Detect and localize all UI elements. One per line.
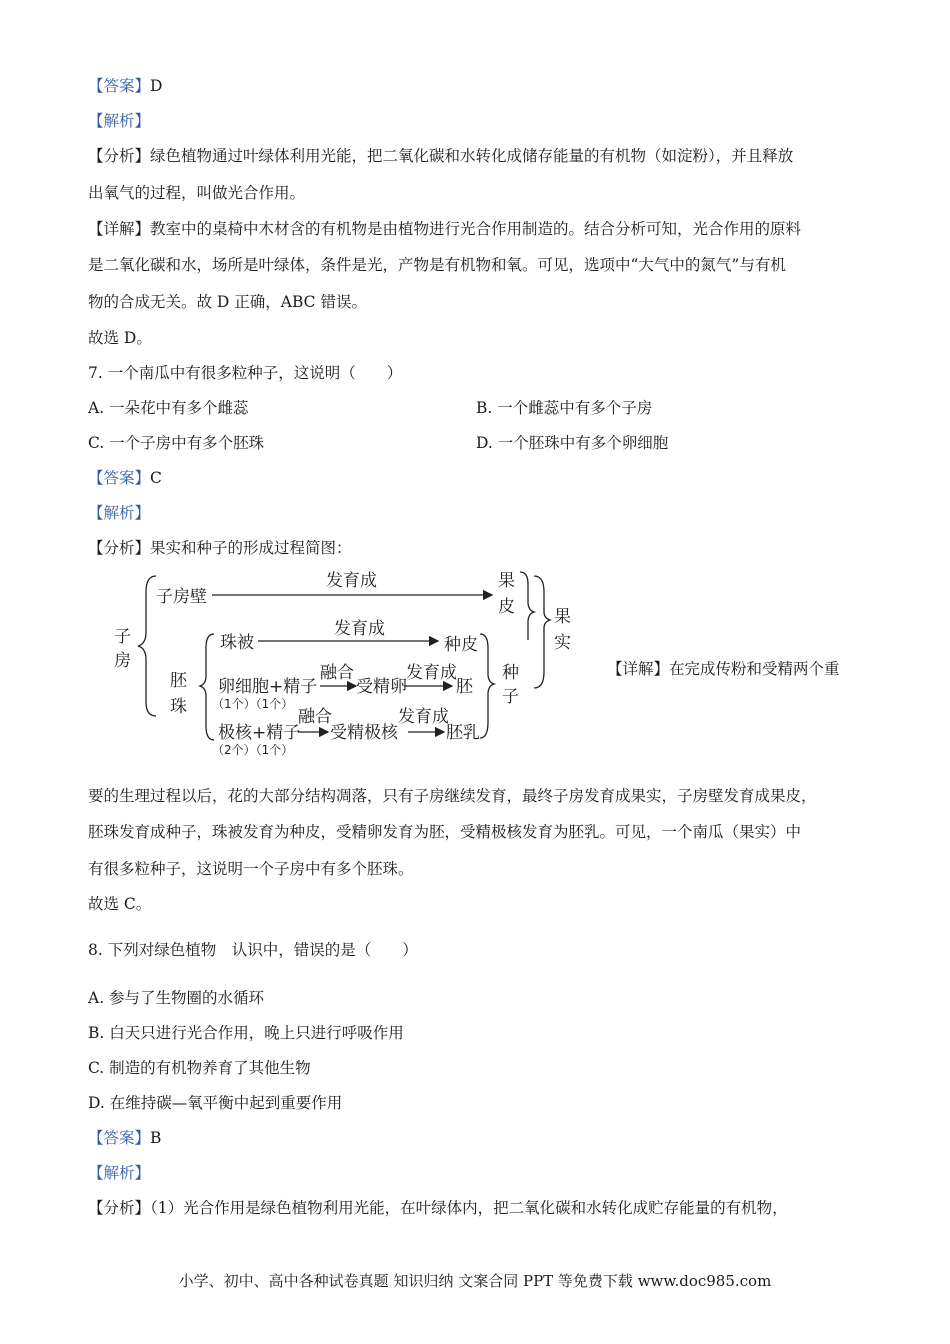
detail-tag: 【详解】 <box>607 660 670 678</box>
label-zhu-1: 珠 <box>170 697 187 717</box>
q6-detail-line-1 <box>88 219 801 239</box>
answer-value: D <box>150 77 163 95</box>
fenxi-tag: 【分析】 <box>88 1199 151 1217</box>
peizhu-brace <box>200 634 214 740</box>
label-guoshi-1: 果 <box>554 607 571 627</box>
label-shoujingluan: 受精卵 <box>356 677 407 697</box>
q7-detail-line-3: 有很多粒种子，这说明一个子房中有多个胚珠。 <box>88 860 414 878</box>
q6-answer-line <box>88 76 162 96</box>
fenxi-text: 绿色植物通过叶绿体利用光能，把二氧化碳和水转化成储存能量的有机物（如淀粉），并且释放 <box>150 147 794 165</box>
detail-text: 在完成传粉和受精两个重 <box>669 660 840 678</box>
detail-text: 教室中的桌椅中木材含的有机物是由植物进行光合作用制造的。结合分析可知，光合作用的原料 <box>150 220 802 238</box>
q7-detail-line-0 <box>607 659 840 679</box>
q7-option-a: A. 一朵花中有多个雌蕊 <box>88 399 249 417</box>
label-pei-1: 胚 <box>170 671 187 691</box>
q6-detail-line-3: 物的合成无关。故 D 正确，ABC 错误。 <box>88 293 367 311</box>
q8-fenxi-line <box>88 1198 788 1218</box>
guoshi-brace <box>534 576 550 688</box>
label-zhongpi: 种皮 <box>444 635 478 655</box>
answer-tag: 【答案】 <box>88 469 151 487</box>
guopi-brace <box>520 572 534 640</box>
q7-option-b: B. 一个雌蕊中有多个子房 <box>476 399 653 417</box>
q7-analysis-line <box>88 503 150 523</box>
label-ronghe-2: 融合 <box>298 707 332 727</box>
q6-fenxi-line-2: 出氧气的过程，叫做光合作用。 <box>88 184 306 202</box>
label-fayucheng-1: 发育成 <box>326 571 377 591</box>
answer-value: C <box>150 469 162 487</box>
label-guoshi-2: 实 <box>554 633 571 653</box>
q7-detail-line-1: 要的生理过程以后，花的大部分结构凋落，只有子房继续发育，最终子房发育成果实，子房壁发育成果皮， <box>88 787 817 805</box>
q7-conclusion: 故选 C。 <box>88 895 152 913</box>
q6-conclusion: 故选 D。 <box>88 329 152 347</box>
label-ronghe-1: 融合 <box>320 663 354 683</box>
q6-analysis-line <box>88 111 150 131</box>
fenxi-tag: 【分析】 <box>88 539 151 557</box>
fenxi-text: （1）光合作用是绿色植物利用光能，在叶绿体内，把二氧化碳和水转化成贮存能量的有机物， <box>150 1199 788 1217</box>
q6-detail-line-2: 是二氧化碳和水，场所是叶绿体，条件是光，产物是有机物和氧。可见，选项中“大气中的氮气”与有机 <box>88 256 786 274</box>
label-luanxibao: 卵细胞+精子 <box>218 677 318 697</box>
q7-detail-line-2: 胚珠发育成种子，珠被发育为种皮，受精卵发育为胚，受精极核发育为胚乳。可见，一个南瓜（果实）中 <box>88 823 802 841</box>
label-count-1: （1个）（1个） <box>212 697 294 711</box>
q8-option-b: B. 白天只进行光合作用，晚上只进行呼吸作用 <box>88 1024 404 1042</box>
q7-fenxi-line <box>88 538 352 558</box>
answer-tag: 【答案】 <box>88 1129 151 1147</box>
label-zifang-2: 房 <box>114 651 131 671</box>
q8-answer-line <box>88 1128 161 1148</box>
label-fayucheng-3: 发育成 <box>406 663 457 683</box>
label-zifangbi: 子房壁 <box>156 587 207 607</box>
page-footer: 小学、初中、高中各种试卷真题 知识归纳 文案合同 PPT 等免费下载 www.doc985.com <box>178 1272 772 1290</box>
detail-tag: 【详解】 <box>88 220 151 238</box>
zifang-brace <box>138 576 156 716</box>
label-guo: 果 <box>498 571 515 591</box>
q8-question: 8. 下列对绿色植物 认识中，错误的是（ ） <box>88 941 418 959</box>
q8-option-a: A. 参与了生物圈的水循环 <box>88 989 265 1007</box>
q7-question: 7. 一个南瓜中有很多粒种子，这说明（ ） <box>88 364 403 382</box>
label-zhubei: 珠被 <box>220 633 254 653</box>
q7-option-d: D. 一个胚珠中有多个卵细胞 <box>476 434 669 452</box>
label-peiru: 胚乳 <box>446 723 480 743</box>
label-pei-2: 胚 <box>456 677 473 697</box>
fenxi-text: 果实和种子的形成过程简图： <box>150 539 352 557</box>
label-fayucheng-4: 发育成 <box>398 707 449 727</box>
q8-analysis-line <box>88 1163 150 1183</box>
label-jihe: 极核+精子 <box>218 723 301 743</box>
fenxi-tag: 【分析】 <box>88 147 151 165</box>
label-zhong: 种 <box>502 663 519 683</box>
q7-option-c: C. 一个子房中有多个胚珠 <box>88 434 265 452</box>
analysis-tag: 【解析】 <box>88 504 151 522</box>
label-zifang-1: 子 <box>114 627 131 647</box>
analysis-tag: 【解析】 <box>88 112 151 130</box>
q8-option-c: C. 制造的有机物养育了其他生物 <box>88 1059 311 1077</box>
label-count-2: （2个）（1个） <box>212 743 294 757</box>
answer-value: B <box>150 1129 162 1147</box>
label-pi: 皮 <box>498 597 515 617</box>
fruit-seed-formation-diagram <box>108 562 598 762</box>
answer-tag: 【答案】 <box>88 77 151 95</box>
analysis-tag: 【解析】 <box>88 1164 151 1182</box>
zhongzi-brace <box>480 634 494 738</box>
label-shoujingjihe: 受精极核 <box>330 723 398 743</box>
q6-fenxi-line-1 <box>88 146 793 166</box>
label-zi: 子 <box>502 687 519 707</box>
q7-answer-line <box>88 468 162 488</box>
label-fayucheng-2: 发育成 <box>334 619 385 639</box>
q8-option-d: D. 在维持碳—氧平衡中起到重要作用 <box>88 1094 343 1112</box>
